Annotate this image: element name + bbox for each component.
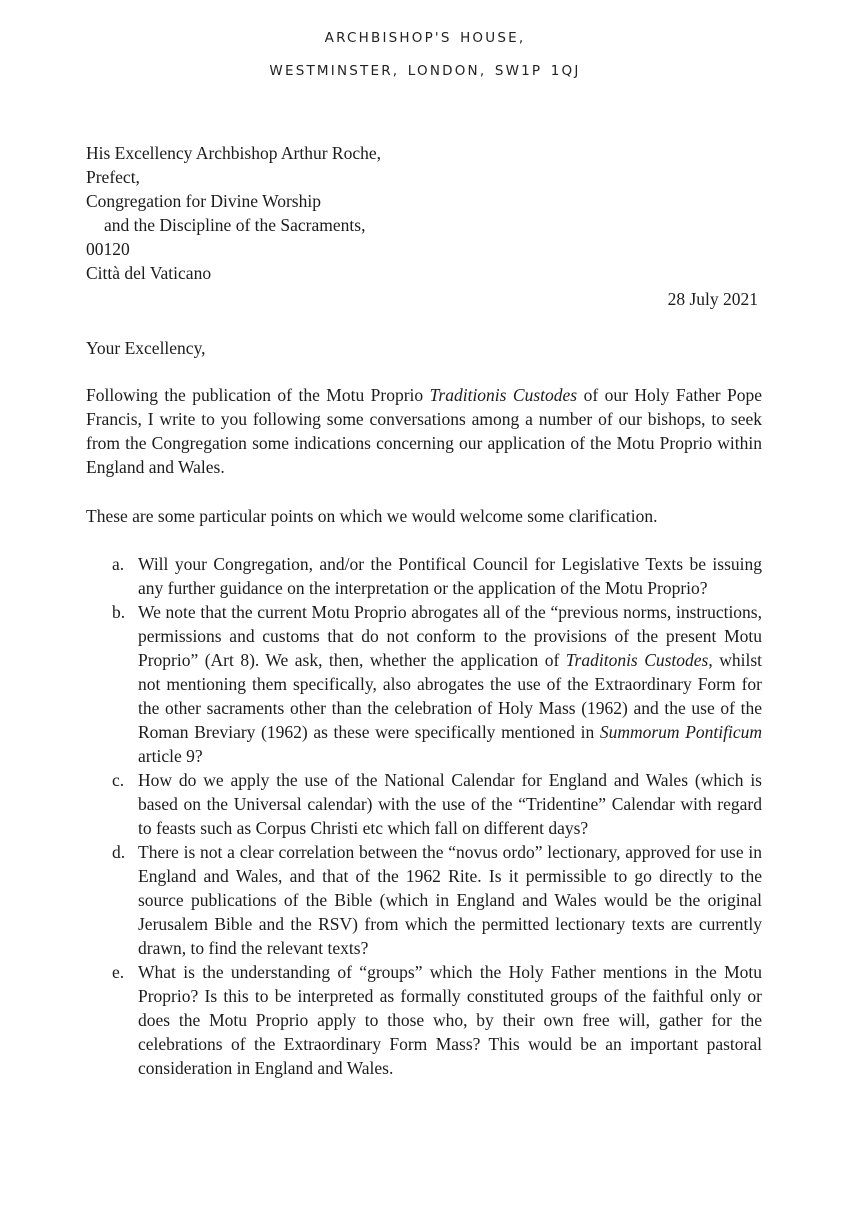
recipient-postcode: 00120 — [86, 239, 130, 259]
point-text — [138, 602, 762, 766]
point-text-run: We note that the current Motu Proprio abrogates all of the “previous norms, instructions, permissions and customs that do not conform to the provisions of the present Motu Proprio” (Art 8). We ask, then, whether the application of — [138, 602, 762, 670]
intro-text-before: Following the publication of the Motu Proprio — [86, 385, 430, 405]
points-list — [112, 552, 762, 1080]
point-letter: c. — [112, 770, 125, 790]
recipient-congregation-cont: and the Discipline of the Sacraments, — [104, 215, 366, 235]
point-cited-title: Traditonis Custodes — [565, 650, 709, 670]
point-text-run: article 9? — [138, 746, 203, 766]
intro-document-title: Traditionis Custodes — [429, 385, 578, 405]
point-text — [138, 554, 762, 598]
recipient-congregation: Congregation for Divine Worship — [86, 191, 321, 211]
point-letter: e. — [112, 962, 125, 982]
points-intro: These are some particular points on which we would welcome some clarification. — [86, 506, 658, 526]
point-text-run: , whilst not mentioning them specifically, also abrogates the use of the Extraordinary Form for the other sacraments other than the celebration of Holy Mass (1962) and the use of the Roman Breviary (1962) as these were specifically mentioned in — [138, 650, 762, 742]
point-letter: a. — [112, 554, 125, 574]
point-text-run: Will your Congregation, and/or the Pontifical Council for Legislative Texts be issuing any further guidance on the interpretation or the application of the Motu Proprio? — [138, 554, 762, 598]
point-item — [112, 960, 762, 1080]
recipient-city: Città del Vaticano — [86, 263, 212, 283]
point-text — [138, 770, 762, 838]
point-item — [112, 768, 762, 840]
salutation: Your Excellency, — [86, 338, 206, 358]
recipient-name: His Excellency Archbishop Arthur Roche, — [86, 143, 382, 163]
point-item — [112, 552, 762, 600]
recipient-title: Prefect, — [86, 167, 140, 187]
point-item — [112, 840, 762, 960]
point-item — [112, 600, 762, 768]
point-text-run: There is not a clear correlation between the “novus ordo” lectionary, approved for use in England and Wales, and that of the 1962 Rite. Is it permissible to go directly to the source publications of the Bible (which in England and Wales would be the original Jerusalem Bible and the RSV) from which the permitted lectionary texts are currently drawn, to find the relevant texts? — [138, 842, 762, 958]
letterhead-house: ARCHBISHOP'S HOUSE, — [324, 30, 526, 46]
letterhead-address: WESTMINSTER, LONDON, SW1P 1QJ — [269, 63, 581, 79]
intro-paragraph — [86, 383, 762, 479]
point-letter: d. — [112, 842, 126, 862]
point-text — [138, 962, 762, 1078]
letter-date: 28 July 2021 — [667, 289, 758, 309]
intro-text-after: of our Holy Father Pope Francis, I write to you following some conversations among a number of our bishops, to seek from the Congregation some indications concerning our application of the Motu Proprio within England and Wales. — [86, 385, 762, 477]
point-text-run: How do we apply the use of the National Calendar for England and Wales (which is based on the Universal calendar) with the use of the “Tridentine” Calendar with regard to feasts such as Corpus Christi etc which fall on different days? — [138, 770, 762, 838]
point-text — [138, 842, 762, 958]
point-letter: b. — [112, 602, 126, 622]
point-text-run: What is the understanding of “groups” which the Holy Father mentions in the Motu Proprio? Is this to be interpreted as formally constituted groups of the faithful only or does the Motu Proprio apply to those who, by their own free will, gather for the celebrations of the Extraordinary Form Mass? This would be an important pastoral consideration in England and Wales. — [138, 962, 762, 1078]
point-cited-title: Summorum Pontificum — [599, 722, 762, 742]
